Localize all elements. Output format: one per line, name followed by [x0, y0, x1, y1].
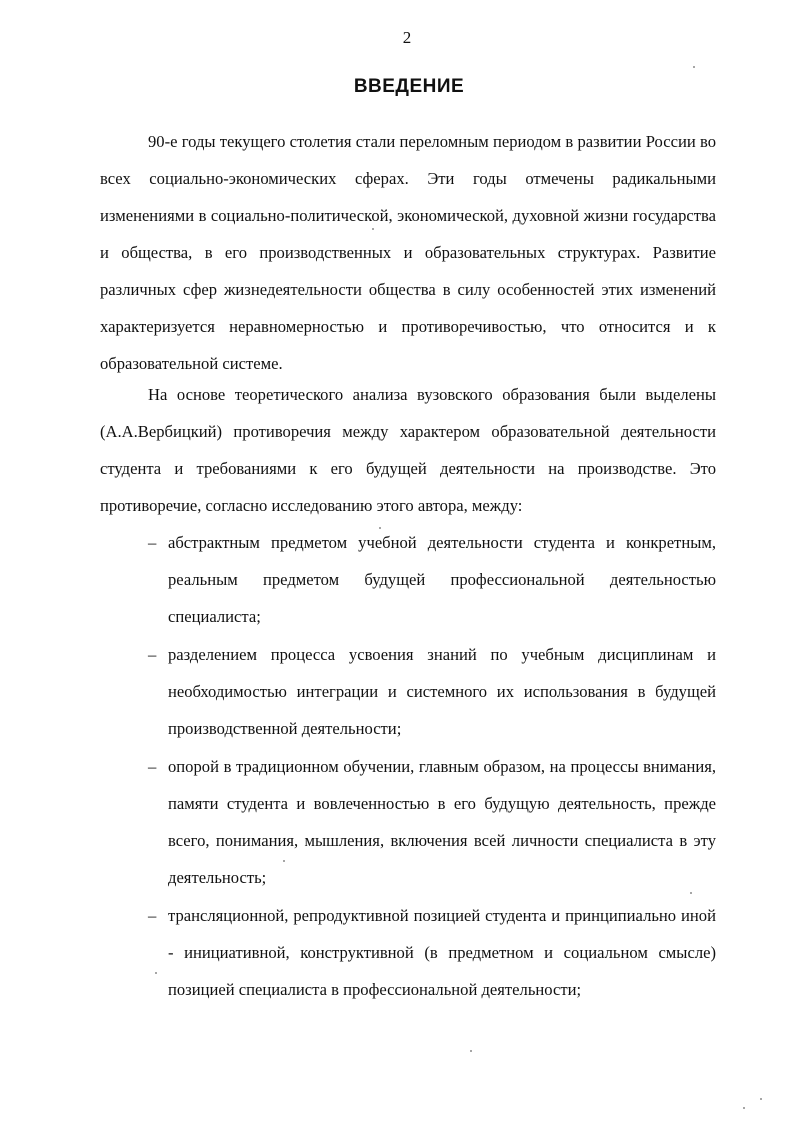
scan-speck	[470, 1050, 472, 1052]
scan-speck	[283, 860, 285, 862]
scan-speck	[743, 1107, 745, 1109]
section-heading: ВВЕДЕНИЕ	[353, 76, 465, 97]
list-item-text: опорой в традиционном обучении, главным образом, на процессы внимания, памяти студента и вовлеченностью в его будущую деятельность, прежде всего, понимания, мышления, включения всей личности специалиста в эту деятельность;	[168, 757, 716, 887]
list-item-text: абстрактным предметом учебной деятельности студента и конкретным, реальным предметом будущей профессиональной деятельностью специалиста;	[168, 533, 716, 626]
list-item	[148, 636, 716, 747]
list-bullet: –	[148, 533, 157, 552]
list-item	[148, 524, 716, 635]
list-bullet: –	[148, 906, 157, 925]
intro-paragraph-block	[100, 123, 716, 382]
scan-speck	[693, 66, 695, 68]
list-item-text: трансляционной, репродуктивной позицией студента и принципиально иной - инициативной, конструктивной (в предметном и социальном смысле) позицией специалиста в профессиональной деятельности;	[168, 906, 716, 999]
scan-speck	[155, 972, 157, 974]
list-bullet: –	[148, 757, 157, 776]
scan-speck	[372, 228, 374, 230]
list-item-text: разделением процесса усвоения знаний по учебным дисциплинам и необходимостью интеграции и системного их использования в будущей производственной деятельности;	[168, 645, 716, 738]
scan-speck	[760, 1098, 762, 1100]
analysis-paragraph-block	[100, 376, 716, 524]
contradictions-list	[148, 524, 716, 1009]
list-item	[148, 897, 716, 1008]
list-item	[148, 748, 716, 896]
paragraph-2: На основе теоретического анализа вузовского образования были выделены (А.А.Вербицкий) противоречия между характером образовательной деятельности студента и требованиями к его будущей деятельности на производстве. Это противоречие, согласно исследованию этого автора, между:	[100, 385, 716, 515]
scan-speck	[690, 892, 692, 894]
list-bullet: –	[148, 645, 157, 664]
paragraph-1: 90-е годы текущего столетия стали переломным периодом в развитии России во всех социально-экономических сферах. Эти годы отмечены радикальными изменениями в социально-политической, экономической, духовной жизни государства и общества, в его производственных и образовательных структурах. Развитие различных сфер жизнедеятельности общества в силу особенностей этих изменений характеризуется неравномерностью и противоречивостью, что относится и к образовательной системе.	[100, 132, 716, 373]
page-number: 2	[402, 28, 412, 47]
scan-speck	[379, 527, 381, 529]
